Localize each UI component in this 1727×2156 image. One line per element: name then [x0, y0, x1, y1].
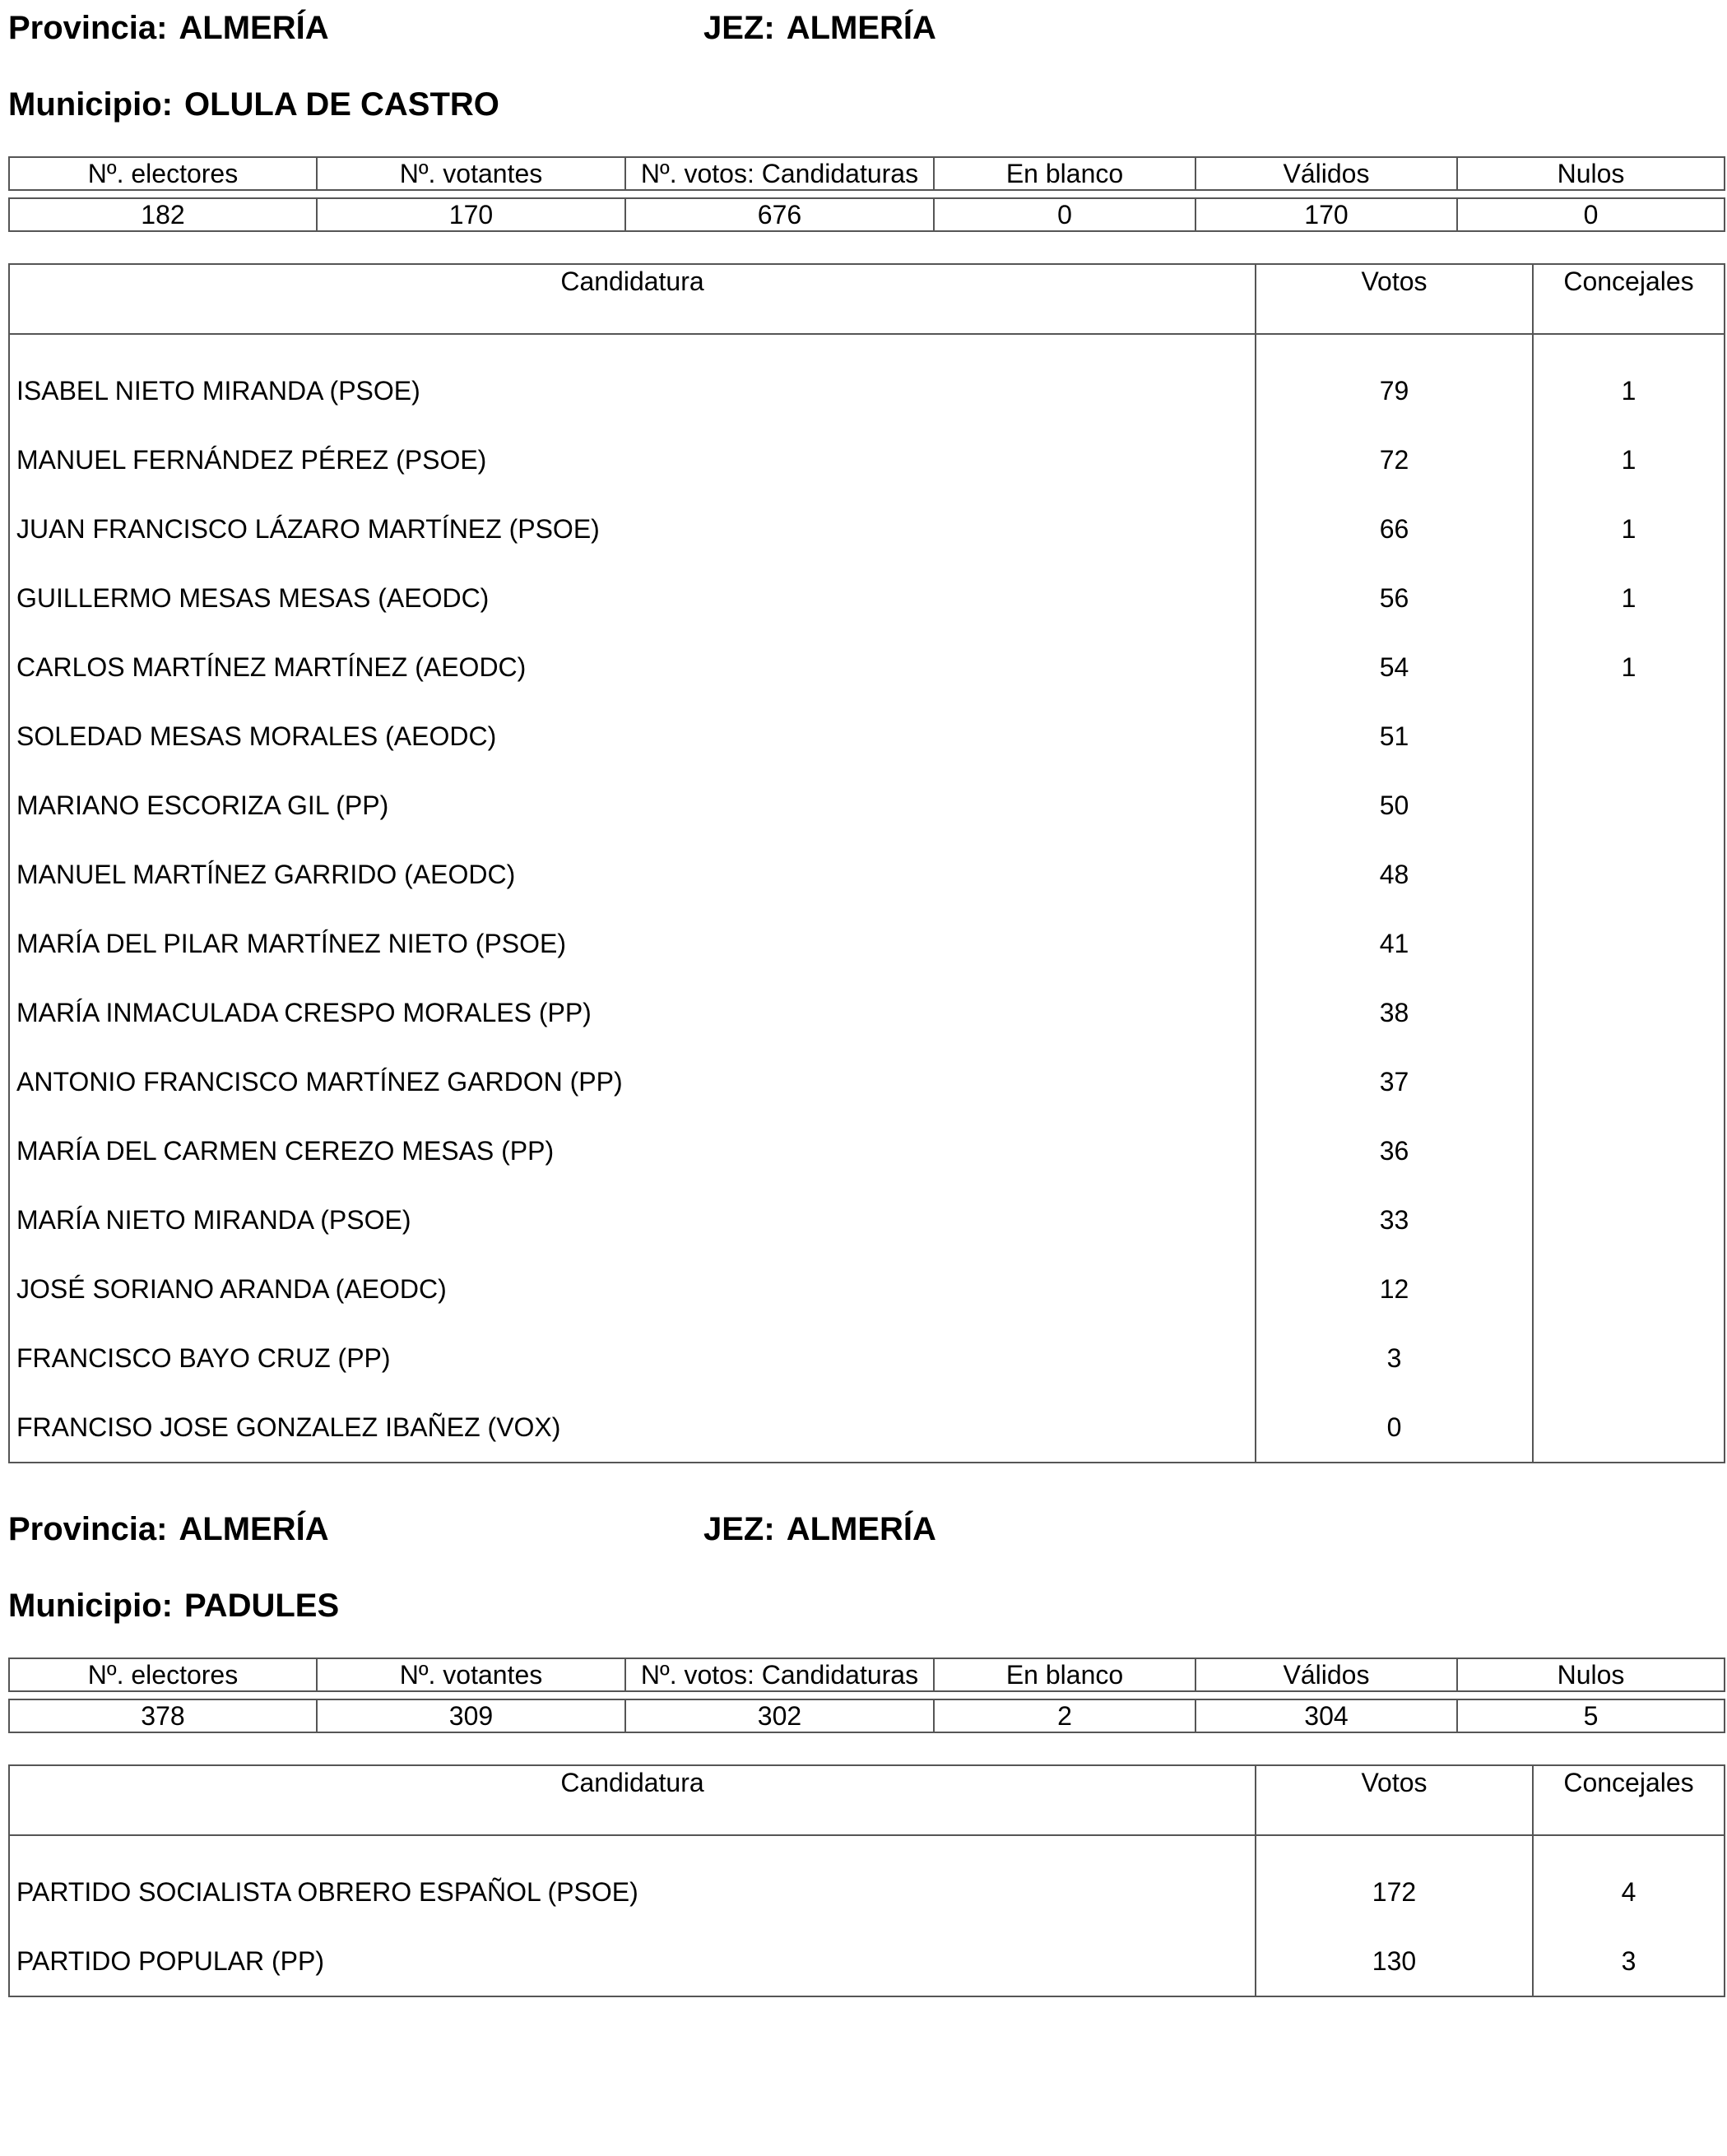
candidate-row — [9, 425, 1725, 494]
candidate-votes: 41 — [1256, 909, 1533, 978]
municipio-label: Municipio: — [8, 1588, 173, 1624]
municipio-heading — [8, 1589, 339, 1622]
candidate-name: MANUEL MARTÍNEZ GARRIDO (AEODC) — [9, 840, 1256, 909]
summary-table — [8, 1658, 1725, 1733]
candidate-row — [9, 702, 1725, 771]
candidate-seats — [1533, 771, 1725, 840]
provincia-heading — [8, 1513, 329, 1546]
summary-header-cell: Nº. electores — [9, 1658, 317, 1691]
provincia-value: ALMERÍA — [179, 10, 329, 46]
candidates-header-row — [9, 1765, 1725, 1835]
summary-header-cell: Nº. electores — [9, 157, 317, 190]
candidates-table — [8, 1764, 1725, 1997]
candidate-votes: 50 — [1256, 771, 1533, 840]
summary-value-cell: 676 — [625, 198, 934, 231]
candidate-seats — [1533, 840, 1725, 909]
candidate-row — [9, 1926, 1725, 1996]
candidate-row — [9, 494, 1725, 563]
candidate-row — [9, 1116, 1725, 1185]
candidate-seats — [1533, 1324, 1725, 1393]
candidate-row — [9, 563, 1725, 633]
candidates-body — [9, 334, 1725, 1463]
candidate-seats — [1533, 1185, 1725, 1254]
candidate-seats: 1 — [1533, 425, 1725, 494]
summary-value-cell: 170 — [1195, 198, 1457, 231]
candidate-name: CARLOS MARTÍNEZ MARTÍNEZ (AEODC) — [9, 633, 1256, 702]
candidate-row — [9, 1835, 1725, 1926]
summary-value-cell: 2 — [934, 1699, 1195, 1732]
candidate-votes: 56 — [1256, 563, 1533, 633]
summary-value-cell: 304 — [1195, 1699, 1457, 1732]
jez-value: ALMERÍA — [786, 10, 936, 46]
candidate-votes: 48 — [1256, 840, 1533, 909]
candidate-name: SOLEDAD MESAS MORALES (AEODC) — [9, 702, 1256, 771]
summary-header-cell: Nulos — [1457, 157, 1725, 190]
municipio-label: Municipio: — [8, 86, 173, 123]
summary-header-cell: Válidos — [1195, 157, 1457, 190]
summary-header-cell: Nulos — [1457, 1658, 1725, 1691]
candidate-votes: 0 — [1256, 1393, 1533, 1463]
summary-value-cell: 182 — [9, 198, 317, 231]
candidate-votes: 51 — [1256, 702, 1533, 771]
candidate-seats — [1533, 1116, 1725, 1185]
municipio-value: OLULA DE CASTRO — [183, 86, 499, 123]
candidate-name: MANUEL FERNÁNDEZ PÉREZ (PSOE) — [9, 425, 1256, 494]
candidate-row — [9, 978, 1725, 1047]
summary-value-cell: 302 — [625, 1699, 934, 1732]
summary-header-cell: Nº. votos: Candidaturas — [625, 157, 934, 190]
candidate-name: MARÍA NIETO MIRANDA (PSOE) — [9, 1185, 1256, 1254]
summary-value-cell: 378 — [9, 1699, 317, 1732]
candidate-name: PARTIDO POPULAR (PP) — [9, 1926, 1256, 1996]
summary-spacer — [9, 1691, 1725, 1699]
candidate-seats — [1533, 1254, 1725, 1324]
candidate-votes: 3 — [1256, 1324, 1533, 1393]
candidatura-header: Candidatura — [9, 1765, 1256, 1835]
candidate-seats — [1533, 978, 1725, 1047]
candidate-name: JUAN FRANCISCO LÁZARO MARTÍNEZ (PSOE) — [9, 494, 1256, 563]
jez-label: JEZ: — [703, 1511, 775, 1547]
candidates-body — [9, 1835, 1725, 1996]
candidate-name: MARIANO ESCORIZA GIL (PP) — [9, 771, 1256, 840]
summary-header-cell: En blanco — [934, 157, 1195, 190]
candidate-row — [9, 1393, 1725, 1463]
summary-value-row — [9, 1699, 1725, 1732]
concejales-header: Concejales — [1533, 264, 1725, 334]
candidate-seats: 3 — [1533, 1926, 1725, 1996]
candidate-votes: 130 — [1256, 1926, 1533, 1996]
concejales-header: Concejales — [1533, 1765, 1725, 1835]
candidate-seats: 1 — [1533, 494, 1725, 563]
provincia-heading — [8, 12, 329, 44]
provincia-label: Provincia: — [8, 10, 168, 46]
summary-value-cell: 5 — [1457, 1699, 1725, 1732]
candidate-name: MARÍA DEL PILAR MARTÍNEZ NIETO (PSOE) — [9, 909, 1256, 978]
candidate-votes: 12 — [1256, 1254, 1533, 1324]
candidate-votes: 36 — [1256, 1116, 1533, 1185]
candidate-row — [9, 1047, 1725, 1116]
candidate-row — [9, 771, 1725, 840]
candidate-row — [9, 334, 1725, 425]
summary-header-cell: Nº. votantes — [317, 157, 625, 190]
jez-value: ALMERÍA — [786, 1511, 936, 1547]
summary-header-row — [9, 157, 1725, 190]
candidate-name: JOSÉ SORIANO ARANDA (AEODC) — [9, 1254, 1256, 1324]
summary-header-row — [9, 1658, 1725, 1691]
candidate-row — [9, 1185, 1725, 1254]
votos-header: Votos — [1256, 264, 1533, 334]
candidate-seats — [1533, 1047, 1725, 1116]
candidate-name: MARÍA INMACULADA CRESPO MORALES (PP) — [9, 978, 1256, 1047]
summary-table — [8, 156, 1725, 232]
candidate-votes: 37 — [1256, 1047, 1533, 1116]
provincia-value: ALMERÍA — [179, 1511, 329, 1547]
candidate-row — [9, 840, 1725, 909]
candidate-name: ANTONIO FRANCISCO MARTÍNEZ GARDON (PP) — [9, 1047, 1256, 1116]
candidate-name: PARTIDO SOCIALISTA OBRERO ESPAÑOL (PSOE) — [9, 1835, 1256, 1926]
candidate-seats: 4 — [1533, 1835, 1725, 1926]
candidate-row — [9, 909, 1725, 978]
candidate-votes: 66 — [1256, 494, 1533, 563]
summary-header-cell: Nº. votantes — [317, 1658, 625, 1691]
summary-header-cell: En blanco — [934, 1658, 1195, 1691]
candidate-name: GUILLERMO MESAS MESAS (AEODC) — [9, 563, 1256, 633]
candidate-seats — [1533, 702, 1725, 771]
candidate-seats: 1 — [1533, 563, 1725, 633]
candidate-seats — [1533, 1393, 1725, 1463]
candidate-seats: 1 — [1533, 334, 1725, 425]
candidate-name: FRANCISCO BAYO CRUZ (PP) — [9, 1324, 1256, 1393]
candidate-votes: 79 — [1256, 334, 1533, 425]
summary-value-row — [9, 198, 1725, 231]
municipio-heading — [8, 88, 499, 121]
municipio-value: PADULES — [183, 1588, 340, 1624]
votos-header: Votos — [1256, 1765, 1533, 1835]
summary-spacer — [9, 190, 1725, 198]
jez-label: JEZ: — [703, 10, 775, 46]
candidates-header-row — [9, 264, 1725, 334]
candidate-row — [9, 1254, 1725, 1324]
candidate-row — [9, 1324, 1725, 1393]
candidate-votes: 72 — [1256, 425, 1533, 494]
jez-heading — [703, 1513, 936, 1546]
candidate-seats: 1 — [1533, 633, 1725, 702]
candidate-votes: 172 — [1256, 1835, 1533, 1926]
summary-header-cell: Nº. votos: Candidaturas — [625, 1658, 934, 1691]
candidate-name: ISABEL NIETO MIRANDA (PSOE) — [9, 334, 1256, 425]
candidate-name: MARÍA DEL CARMEN CEREZO MESAS (PP) — [9, 1116, 1256, 1185]
candidate-votes: 54 — [1256, 633, 1533, 702]
summary-header-cell: Válidos — [1195, 1658, 1457, 1691]
candidates-table — [8, 263, 1725, 1463]
provincia-label: Provincia: — [8, 1511, 168, 1547]
candidate-name: FRANCISO JOSE GONZALEZ IBAÑEZ (VOX) — [9, 1393, 1256, 1463]
candidate-votes: 33 — [1256, 1185, 1533, 1254]
summary-value-cell: 309 — [317, 1699, 625, 1732]
candidate-votes: 38 — [1256, 978, 1533, 1047]
summary-value-cell: 0 — [1457, 198, 1725, 231]
candidate-row — [9, 633, 1725, 702]
candidate-seats — [1533, 909, 1725, 978]
summary-value-cell: 170 — [317, 198, 625, 231]
jez-heading — [703, 12, 936, 44]
candidatura-header: Candidatura — [9, 264, 1256, 334]
summary-value-cell: 0 — [934, 198, 1195, 231]
